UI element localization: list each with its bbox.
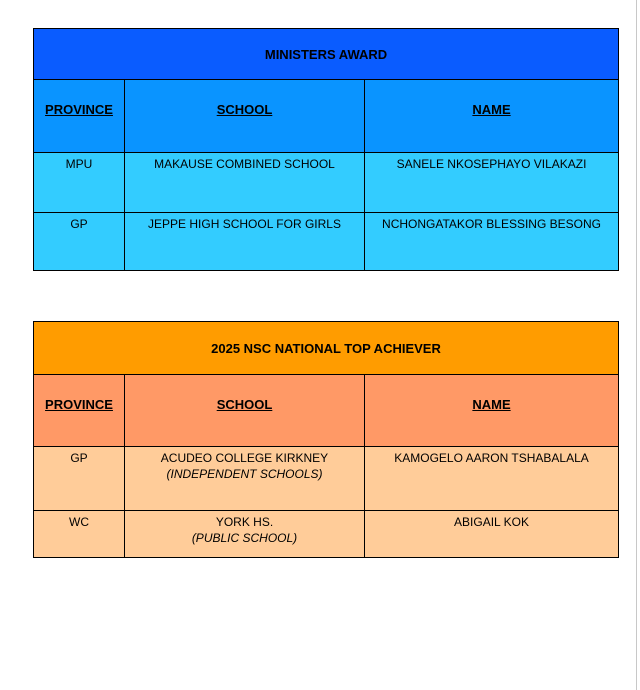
province-cell: MPU: [34, 153, 125, 213]
table-row: [34, 511, 619, 558]
name-cell: ABIGAIL KOK: [365, 511, 619, 558]
name-cell: SANELE NKOSEPHAYO VILAKAZI: [365, 153, 619, 213]
name-cell: KAMOGELO AARON TSHABALALA: [365, 447, 619, 511]
top-achiever-table: [33, 321, 619, 558]
top-achiever-header-row: [34, 375, 619, 447]
school-cell: [125, 447, 365, 511]
ministers-award-title: MINISTERS AWARD: [34, 29, 619, 80]
school-type-note: (PUBLIC SCHOOL): [191, 531, 298, 545]
name-column-header: NAME: [365, 80, 619, 153]
school-cell: [125, 511, 365, 558]
school-cell: JEPPE HIGH SCHOOL FOR GIRLS: [125, 213, 365, 271]
school-column-header: SCHOOL: [125, 375, 365, 447]
province-cell: WC: [34, 511, 125, 558]
province-cell: GP: [34, 447, 125, 511]
name-cell: NCHONGATAKOR BLESSING BESONG: [365, 213, 619, 271]
province-column-header: PROVINCE: [34, 80, 125, 153]
top-achiever-title: 2025 NSC NATIONAL TOP ACHIEVER: [34, 322, 619, 375]
province-cell: GP: [34, 213, 125, 271]
province-column-header: PROVINCE: [34, 375, 125, 447]
ministers-award-header-row: [34, 80, 619, 153]
school-name: YORK HS.: [215, 515, 274, 529]
school-type-note: (INDEPENDENT SCHOOLS): [166, 467, 323, 481]
table-row: [34, 213, 619, 271]
school-name: ACUDEO COLLEGE KIRKNEY: [160, 451, 329, 465]
school-cell: MAKAUSE COMBINED SCHOOL: [125, 153, 365, 213]
ministers-award-table: [33, 28, 619, 271]
table-row: [34, 153, 619, 213]
table-row: [34, 447, 619, 511]
page-edge-divider: [636, 0, 637, 690]
school-column-header: SCHOOL: [125, 80, 365, 153]
name-column-header: NAME: [365, 375, 619, 447]
